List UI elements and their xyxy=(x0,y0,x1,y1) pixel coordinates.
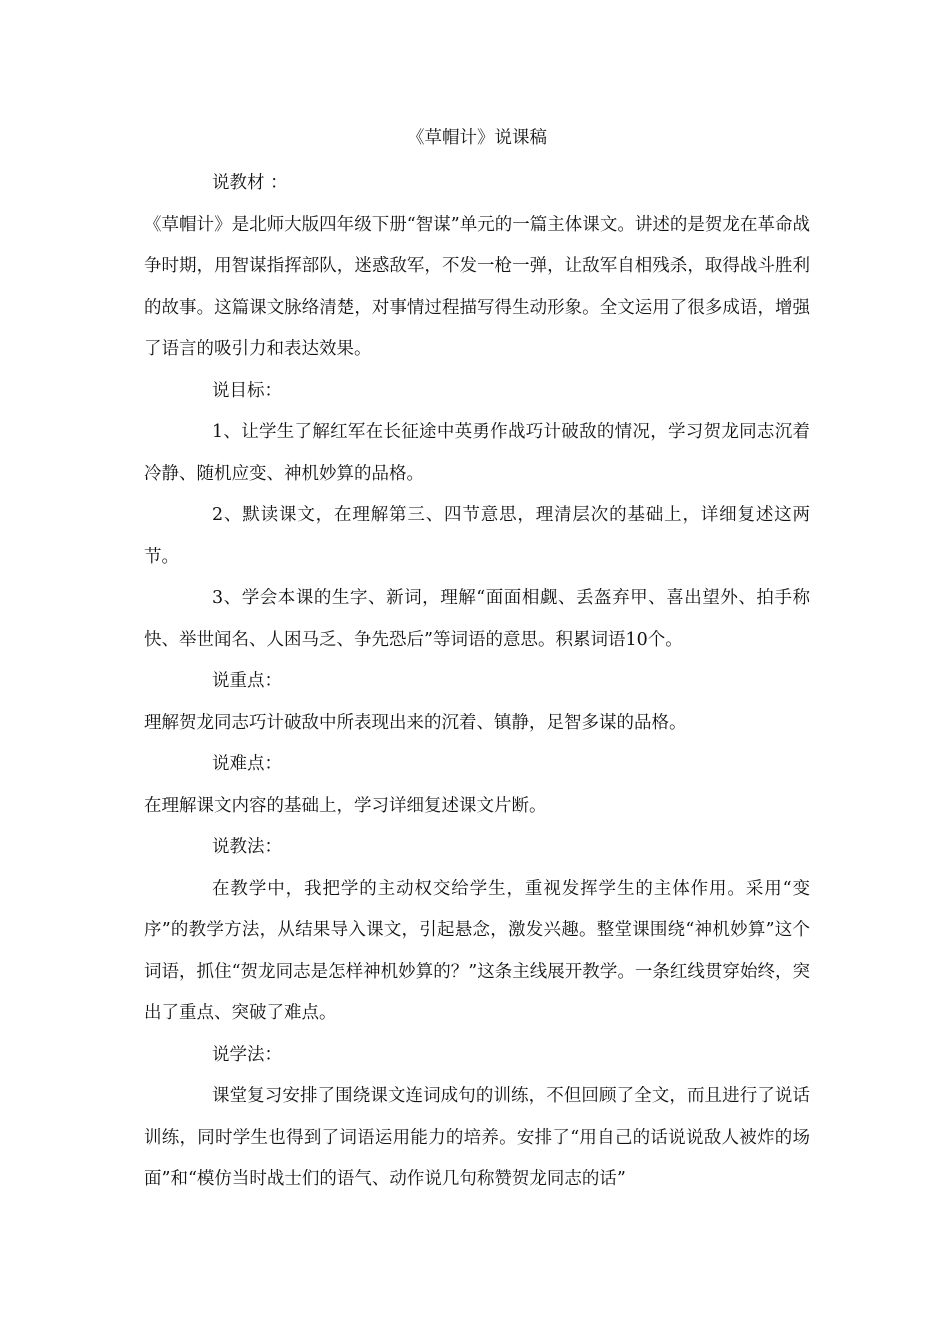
paragraph: 说难点： xyxy=(212,754,282,774)
paragraph: 课堂复习安排了围绕课文连词成句的训练，不但回顾了全文，而且进行了说话训练，同时学生也得到了词语运用能力的培养。安排了“用自己的话说说敌人被炸的场面”和“模仿当时战士们的语气、动作说几句称赞贺龙同志的话” xyxy=(144,1086,810,1189)
paragraph: 说学法： xyxy=(212,1044,282,1065)
paragraph: 3、学会本课的生字、新词，理解“面面相觑、丢盔弃甲、喜出望外、拍手称快、举世闻名、人困马乏、争先恐后”等词语的意思。积累词语10个。 xyxy=(144,588,810,650)
paragraph: 说目标： xyxy=(212,380,282,401)
paragraph: 1、让学生了解红军在长征途中英勇作战巧计破敌的情况，学习贺龙同志沉着冷静、随机应变、神机妙算的品格。 xyxy=(144,422,810,484)
paragraph: 《草帽计》是北师大版四年级下册“智谋”单元的一篇主体课文。讲述的是贺龙在革命战争时期，用智谋指挥部队，迷惑敌军，不发一枪一弹，让敌军自相残杀，取得战斗胜利的故事。这篇课文脉络清楚，对事情过程描写得生动形象。全文运用了很多成语，增强了语言的吸引力和表达效果。 xyxy=(144,214,810,359)
paragraph-list xyxy=(144,163,810,1201)
document-body xyxy=(144,122,810,1201)
document-title: 《草帽计》说课稿 xyxy=(407,128,547,148)
paragraph: 说教材 ： xyxy=(212,173,288,193)
paragraph: 理解贺龙同志巧计破敌中所表现出来的沉着、镇静，足智多谋的品格。 xyxy=(144,712,687,733)
paragraph: 在理解课文内容的基础上，学习详细复述课文片断。 xyxy=(144,795,547,816)
paragraph: 说教法： xyxy=(212,837,282,857)
paragraph: 2、默读课文，在理解第三、四节意思，理清层次的基础上，详细复述这两节。 xyxy=(144,505,810,567)
paragraph: 在教学中，我把学的主动权交给学生，重视发挥学生的主体作用。采用“变序”的教学方法，从结果导入课文，引起悬念，激发兴趣。整堂课围绕“神机妙算”这个词语，抓住“贺龙同志是怎样神机妙算的？”这条主线展开教学。一条红线贯穿始终，突出了重点、突破了难点。 xyxy=(144,878,810,1023)
paragraph: 说重点： xyxy=(212,671,282,691)
